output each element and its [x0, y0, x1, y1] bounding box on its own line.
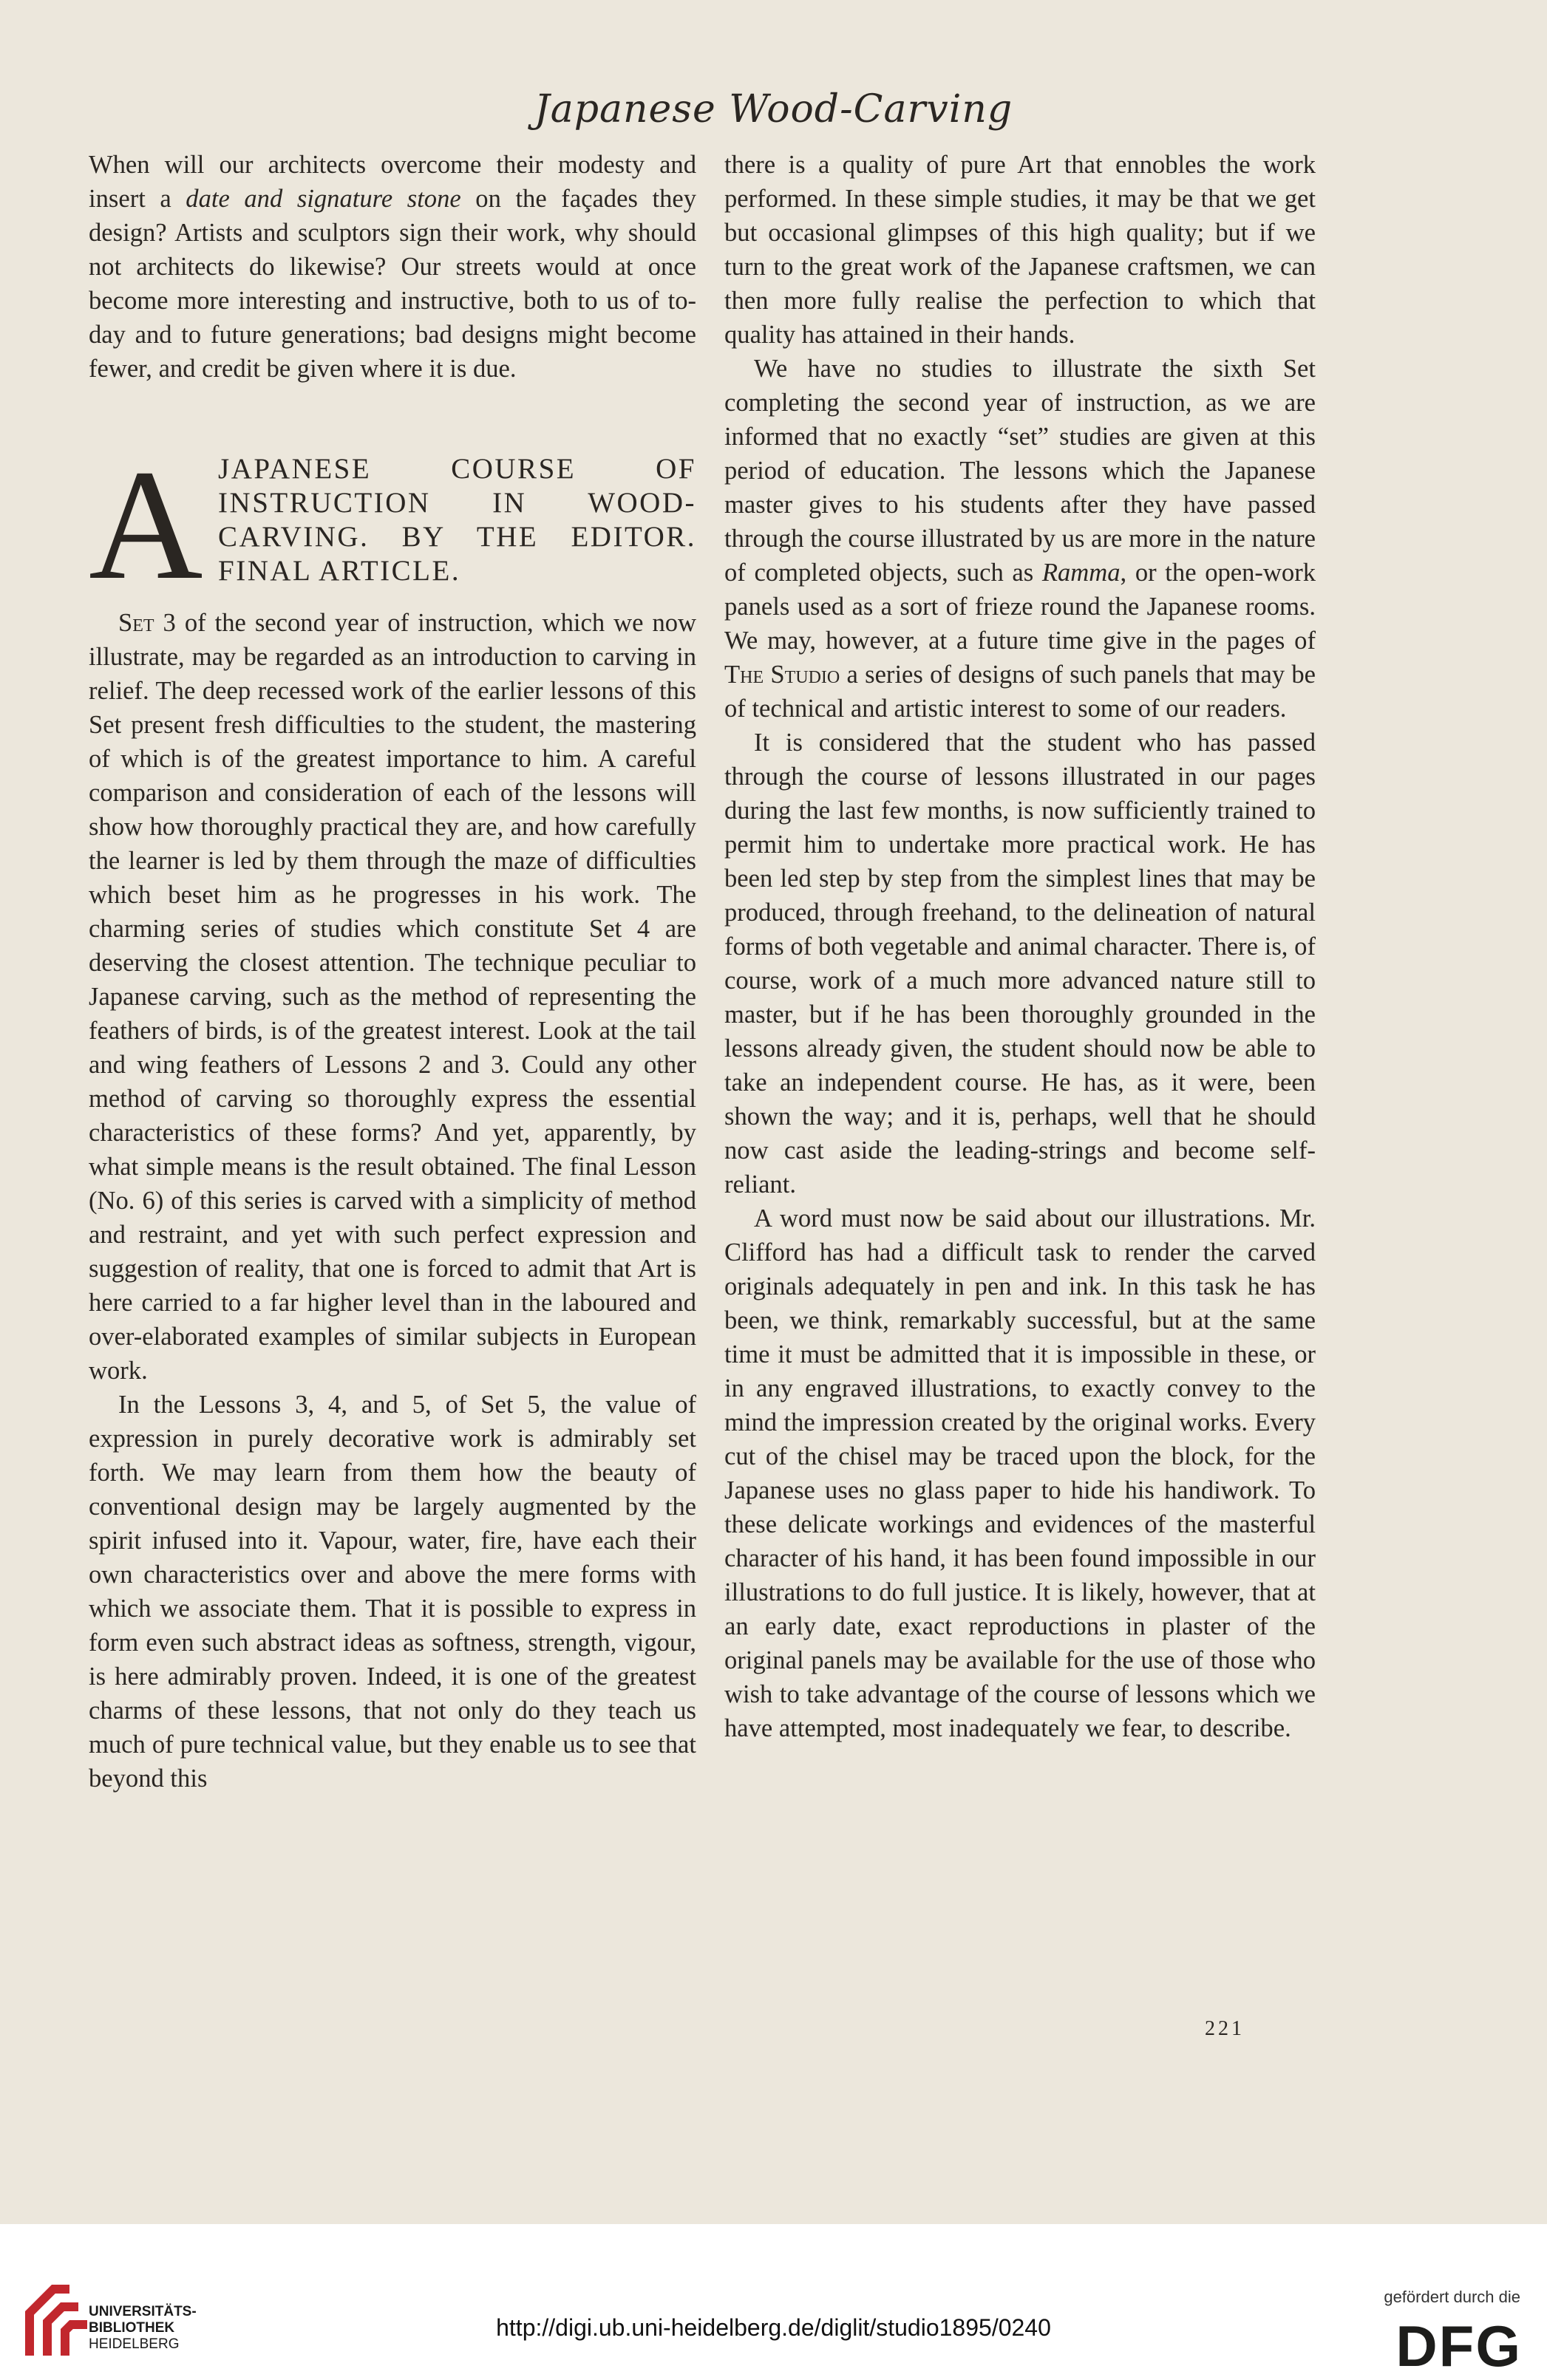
dfg-logo: DFG	[1395, 2313, 1522, 2379]
heading-text: JAPANESE COURSE OF INSTRUCTION IN WOOD-CARVING. BY THE EDITOR. FINAL ARTICLE.	[218, 453, 696, 587]
right-column	[724, 148, 1316, 1745]
article-heading	[89, 437, 696, 613]
paragraph: there is a quality of pure Art that ennobles the work performed. In these simple studies, it may be that we get but occasional glimpses of this high quality; but if we turn to the great work of the Japanese craftsmen, we can then more fully realise the perfection to which that quality has attained in their hands.	[724, 151, 1316, 349]
magazine-name: The Studio	[724, 661, 840, 689]
paragraph: In the Lessons 3, 4, and 5, of Set 5, the value of expression in purely decorative work is admirably set forth. We may learn from them how the beauty of conventional design may be largely augmented by the spirit infused into it. Vapour, water, fire, have each their own characteristics over and above the mere forms with which we associate them. That it is possible to express in form even such abstract ideas as softness, strength, vigour, is here admirably proven. Indeed, it is one of the greatest charms of these lessons, that not only do they teach us much of pure technical value, but they enable us to see that beyond this	[89, 1391, 696, 1793]
running-head: Japanese Wood-Carving	[534, 87, 1013, 132]
paragraph: It is considered that the student who has passed through the course of lessons illustrated in our pages during the last few months, is now sufficiently trained to permit him to undertake more practical work. He has been led step by step from the simplest lines that may be produced, through freehand, to the delineation of natural forms of both vegetable and animal character. There is, of course, work of a much more advanced nature still to master, but if he has been thoroughly grounded in the lessons already given, the student should now be able to take an independent course. He has, as it were, been shown the way; and it is, perhaps, well that he should now cast aside the leading-strings and become self-reliant.	[724, 729, 1316, 1198]
funding-note: gefördert durch die	[1384, 2288, 1520, 2306]
left-column	[89, 148, 696, 1796]
library-name: UNIVERSITÄTS- BIBLIOTHEK HEIDELBERG	[89, 2304, 197, 2352]
small-caps-word: Set	[118, 609, 154, 637]
paragraph: Set 3 of the second year of instruction, which we now illustrate, may be regarded as an introduction to carving in relief. The deep recessed work of the earlier lessons of this Set present fresh difficulties to the student, the mastering of which is of the greatest importance to him. A careful comparison and consideration of each of the lessons will show how thoroughly practical they are, and how carefully the learner is led by them through the maze of difficulties which beset him as he progresses in his work. The charming series of studies which constitute Set 4 are deserving the closest attention. The technique peculiar to Japanese carving, such as the method of representing the feathers of birds, is of the greatest interest. Look at the tail and wing feathers of Lessons 2 and 3. Could any other method of carving so thoroughly express the essential characteristics of these forms? And yet, apparently, by what simple means is the result obtained. The final Lesson (No. 6) of this series is carved with a simplicity of method and restraint, and yet with such perfect expression and suggestion of reality, that one is forced to admit that Art is here carried to a far higher level than in the laboured and over-elaborated examples of similar subjects in European work.	[89, 609, 696, 1385]
source-url-link[interactable]: http://digi.ub.uni-heidelberg.de/diglit/studio1895/0240	[496, 2314, 1051, 2341]
paragraph: When will our architects overcome their modesty and insert a date and signature stone on the façades they design? Artists and sculptors sign their work, why should not architects do likewise? Our streets would at once become more interesting and instructive, both to us of to-day and to future generations; bad designs might become fewer, and credit be given where it is due.	[89, 151, 696, 383]
drop-cap: A	[89, 437, 205, 613]
page-number: 221	[1205, 2017, 1245, 2040]
paragraph: We have no studies to illustrate the sixth Set completing the second year of instruction, as we are informed that no exactly “set” studies are given at this period of education. The lessons which the Japanese master gives to his students after they have passed through the course illustrated by us are more in the nature of completed objects, such as Ramma, or the open-work panels used as a sort of frieze round the Japanese rooms. We may, however, at a future time give in the pages of The Studio a series of designs of such panels that may be of technical and artistic interest to some of our readers.	[724, 355, 1316, 723]
italic-word: Ramma	[1041, 559, 1121, 587]
italic-phrase: date and signature stone	[186, 185, 461, 213]
paragraph: A word must now be said about our illustrations. Mr. Clifford has had a difficult task to render the carved originals adequately in pen and ink. In this task he has been, we think, remarkably successful, but at the same time it must be admitted that it is impossible in these, or in any engraved illustrations, to exactly convey to the mind the impression created by the original works. Every cut of the chisel may be traced upon the block, for the Japanese uses no glass paper to hide his handiwork. To these delicate workings and evidences of the masterful character of his hand, it has been found impossible in our illustrations to do full justice. It is likely, however, that at an early date, exact reproductions in plaster of the original panels may be available for the use of those who wish to take advantage of the course of lessons which we have attempted, most inadequately we fear, to describe.	[724, 1204, 1316, 1742]
digitization-footer	[0, 2224, 1547, 2380]
